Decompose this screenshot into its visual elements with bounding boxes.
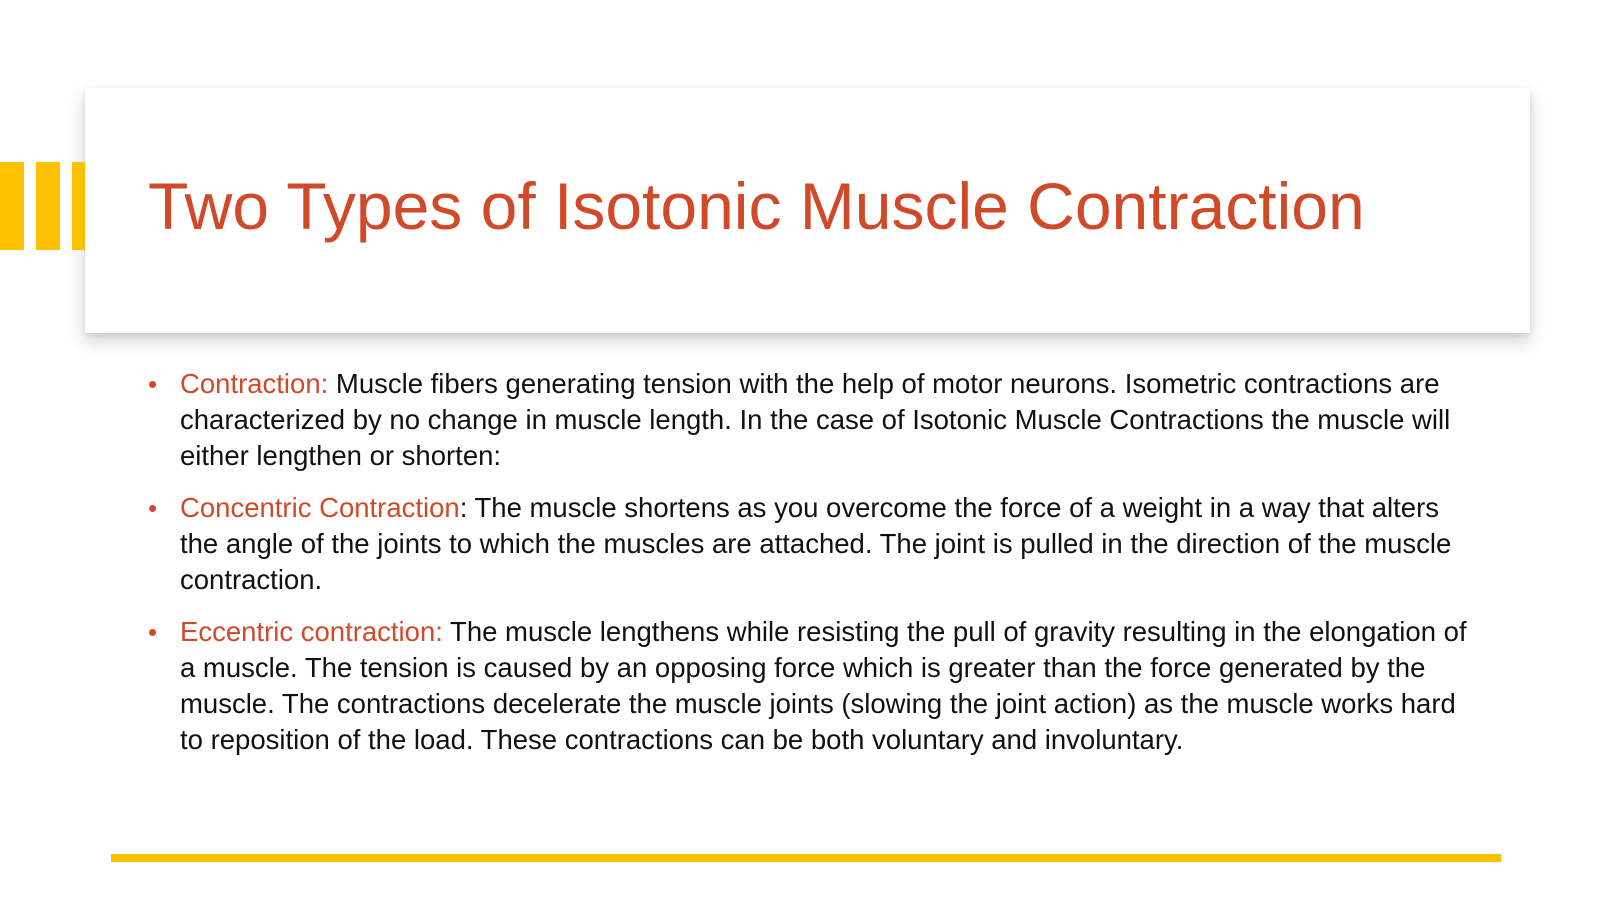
bullet-term: Contraction: xyxy=(180,368,329,399)
bullet-icon: • xyxy=(148,369,158,399)
bullet-item xyxy=(148,490,1468,598)
accent-bar xyxy=(72,162,85,250)
bullet-item xyxy=(148,614,1468,758)
bullet-list xyxy=(148,366,1468,774)
bullet-text: The muscle lengthens while resisting the pull of gravity resulting in the elongation of a muscle. The tension is caused by an opposing force which is greater than the force generated by the muscle. The contractions decelerate the muscle joints (slowing the joint action) as the muscle works hard to reposition of the load. These contractions can be both voluntary and involuntary. xyxy=(180,616,1467,755)
bullet-term: Concentric Contraction xyxy=(180,492,460,523)
bullet-item xyxy=(148,366,1468,474)
bullet-term: Eccentric contraction: xyxy=(180,616,443,647)
bullet-text: Muscle fibers generating tension with the help of motor neurons. Isometric contractions are characterized by no change in muscle length. In the case of Isotonic Muscle Contractions the muscle will either lengthen or shorten: xyxy=(180,368,1451,471)
accent-bar xyxy=(36,162,60,250)
bullet-icon: • xyxy=(148,493,158,523)
slide-title: Two Types of Isotonic Muscle Contraction xyxy=(148,169,1365,243)
bullet-icon: • xyxy=(148,617,158,647)
bottom-divider xyxy=(111,854,1501,862)
bullet-text: : The muscle shortens as you overcome the force of a weight in a way that alters the angle of the joints to which the muscles are attached. The joint is pulled in the direction of the muscle contraction. xyxy=(180,492,1452,595)
accent-bar xyxy=(0,162,24,250)
